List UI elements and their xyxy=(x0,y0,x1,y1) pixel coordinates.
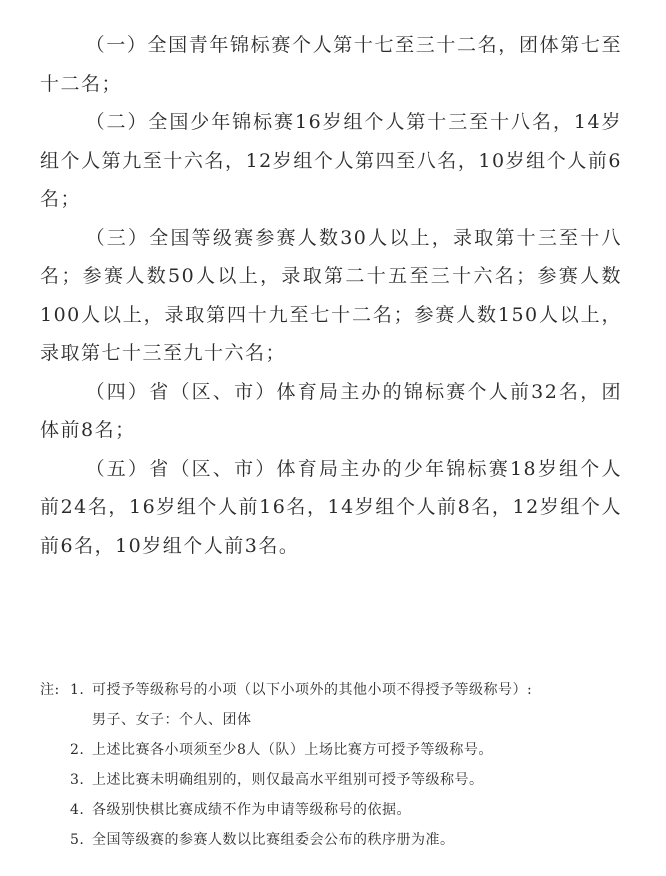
note-item-1-sub xyxy=(40,705,630,735)
note-text: 全国等级赛的参赛人数以比赛组委会公布的秩序册为准。 xyxy=(92,832,455,848)
note-item-4 xyxy=(40,795,630,825)
paragraph-3: （三）全国等级赛参赛人数30人以上，录取第十三至十八名；参赛人数50人以上，录取第二十五至三十六名；参赛人数100人以上，录取第四十九至七十二名；参赛人数150人以上，录取第七十三至九十六名； xyxy=(40,226,622,364)
paragraph-5: （五）省（区、市）体育局主办的少年锦标赛18岁组个人前24名，16岁组个人前16名，14岁组个人前8名，12岁组个人前6名，10岁组个人前3名。 xyxy=(40,457,622,557)
note-item-3 xyxy=(40,765,630,795)
note-number: 2. xyxy=(70,742,85,758)
paragraph-4: （四）省（区、市）体育局主办的锦标赛个人前32名，团体前8名； xyxy=(40,380,622,441)
notes-lead: 注: xyxy=(40,682,60,698)
note-text: 各级别快棋比赛成绩不作为申请等级称号的依据。 xyxy=(92,802,411,818)
note-item-5 xyxy=(40,825,630,855)
note-item-2 xyxy=(40,735,630,765)
note-subtext: 男子、女子：个人、团体 xyxy=(92,712,252,728)
note-number: 4. xyxy=(70,802,85,818)
note-number: 3. xyxy=(70,772,85,788)
main-text xyxy=(40,26,622,565)
note-number: 5. xyxy=(70,832,85,848)
paragraph-2: （二）全国少年锦标赛16岁组个人第十三至十八名，14岁组个人第九至十六名，12岁组个人第四至八名，10岁组个人前6名； xyxy=(40,111,622,210)
note-text: 上述比赛未明确组别的，则仅最高水平组别可授予等级称号。 xyxy=(92,772,484,788)
note-number: 1. xyxy=(70,682,85,698)
note-text: 上述比赛各小项须至少8人（队）上场比赛方可授予等级称号。 xyxy=(92,742,493,758)
note-text: 可授予等级称号的小项（以下小项外的其他小项不得授予等级称号）: xyxy=(92,682,533,698)
note-item-1 xyxy=(40,675,630,705)
paragraph-1: （一）全国青年锦标赛个人第十七至三十二名，团体第七至十二名； xyxy=(40,34,622,95)
notes-section xyxy=(40,675,630,855)
